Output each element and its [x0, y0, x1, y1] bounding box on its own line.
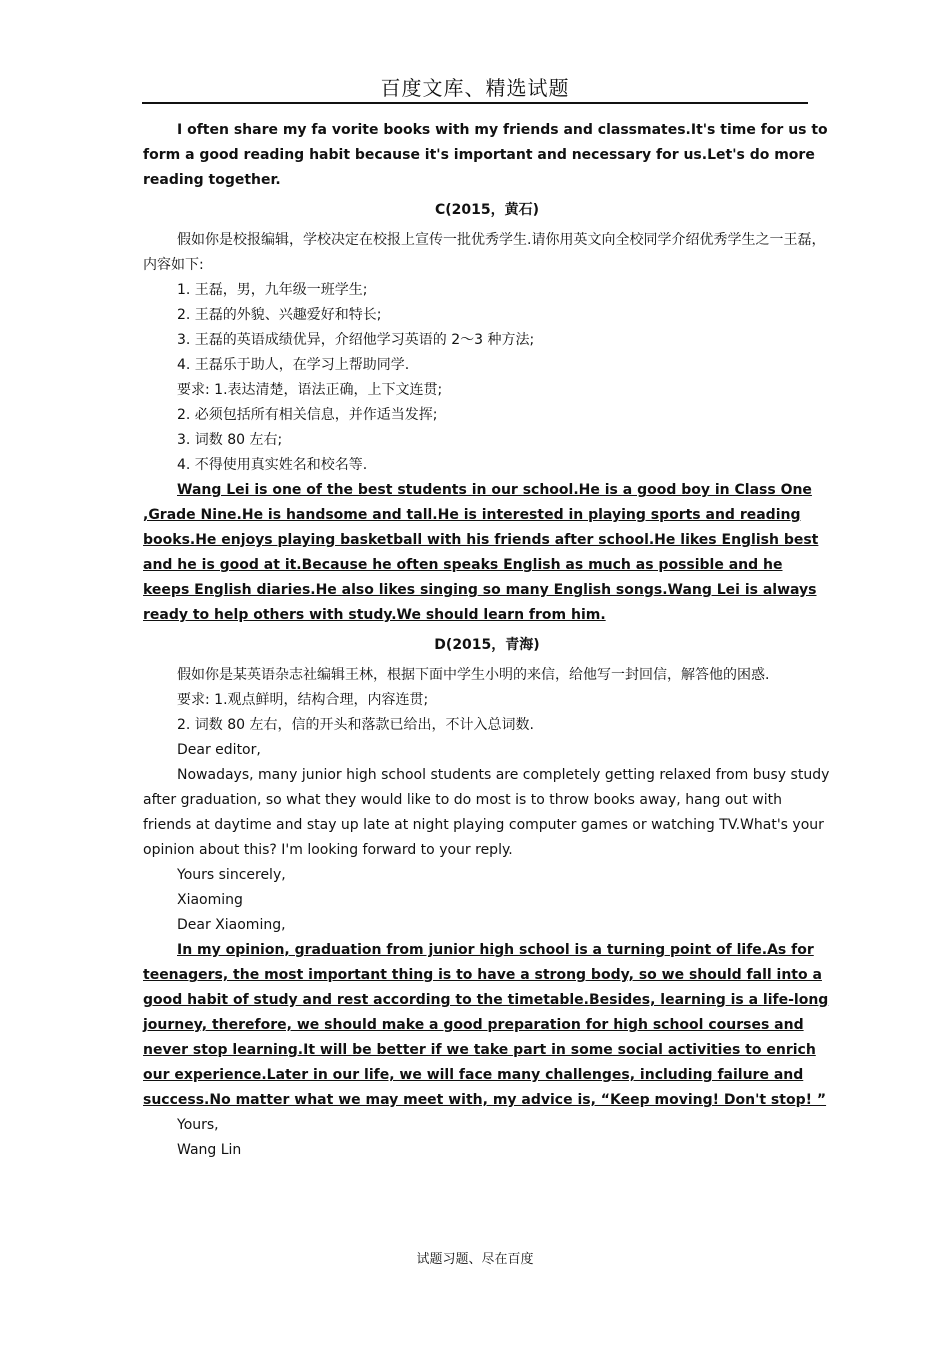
letter-signature: Xiaoming	[177, 892, 243, 908]
reply-signature: Wang Lin	[177, 1142, 242, 1158]
page-footer: 试题习题、尽在百度	[416, 1252, 534, 1267]
section-c-requirement: 3. 词数 80 左右;	[177, 432, 283, 448]
section-d-prompt: 假如你是某英语杂志社编辑王林，根据下面中学生小明的来信，给他写一封回信，解答他的困惑.	[177, 667, 770, 683]
section-c-requirement: 4. 不得使用真实姓名和校名等.	[177, 457, 368, 473]
section-c-item: 3. 王磊的英语成绩优异，介绍他学习英语的 2～3 种方法;	[177, 332, 535, 348]
section-d-heading: D(2015，青海)	[434, 637, 540, 653]
reply-closing: Yours,	[177, 1117, 219, 1133]
section-c-model-answer: Wang Lei is one of the best students in our school.He is a good boy in Class One ,Grade Nine.He is handsome and tall.He is interested in playing sports and reading books.He enjoys playing basketball with his friends after school.He likes English best and he is good at it.Because he often speaks English as much as possible and he keeps English diaries.He also likes singing so many English songs.Wang Lei is always ready to help others with study.We should learn from him.	[143, 482, 819, 623]
section-c-item: 1. 王磊，男，九年级一班学生;	[177, 282, 368, 298]
document-body	[143, 118, 831, 1163]
section-c-item: 4. 王磊乐于助人，在学习上帮助同学.	[177, 357, 410, 373]
section-c-requirement: 要求: 1.表达清楚，语法正确，上下文连贯;	[177, 382, 443, 398]
intro-paragraph: I often share my fa vorite books with my friends and classmates.It's time for us to form a good reading habit because it's important and necessary for us.Let's do more reading together.	[143, 122, 828, 188]
letter-body: Nowadays, many junior high school students are completely getting relaxed from busy study after graduation, so what they would like to do most is to throw books away, hang out with friends at daytime and stay up late at night playing computer games or watching TV.What's your opinion about this? I'm looking forward to your reply.	[143, 767, 830, 858]
header-title: 百度文库、精选试题	[380, 76, 570, 100]
section-c-item: 2. 王磊的外貌、兴趣爱好和特长;	[177, 307, 382, 323]
section-c-prompt: 假如你是校报编辑，学校决定在校报上宣传一批优秀学生.请你用英文向全校同学介绍优秀学生之一王磊，内容如下:	[143, 232, 826, 273]
section-c-heading: C(2015，黄石)	[434, 202, 540, 218]
section-c-requirement: 2. 必须包括所有相关信息，并作适当发挥;	[177, 407, 438, 423]
letter-greeting: Dear editor,	[177, 742, 261, 758]
letter-closing: Yours sincerely,	[177, 867, 286, 883]
reply-greeting: Dear Xiaoming,	[177, 917, 286, 933]
header-divider	[142, 102, 808, 104]
section-d-requirement: 2. 词数 80 左右，信的开头和落款已给出，不计入总词数.	[177, 717, 534, 733]
section-d-requirement: 要求: 1.观点鲜明，结构合理，内容连贯;	[177, 692, 429, 708]
reply-body: In my opinion, graduation from junior high school is a turning point of life.As for teenagers, the most important thing is to have a strong body, so we should fall into a good habit of study and rest according to the timetable.Besides, learning is a life-long journey, therefore, we should make a good preparation for high school courses and never stop learning.It will be better if we take part in some social activities to enrich our experience.Later in our life, we will face many challenges, including failure and success.No matter what we may meet with, my advice is, “Keep moving! Don't stop! ”	[143, 942, 829, 1108]
